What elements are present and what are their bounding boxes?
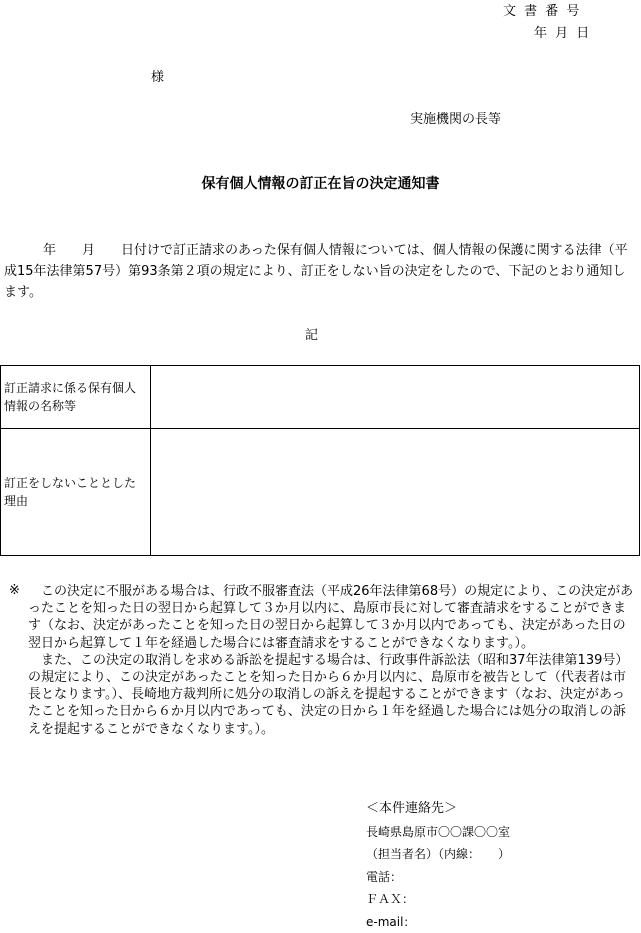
contact-fax: ＦＡＸ： [366,888,510,911]
contact-heading: ＜本件連絡先＞ [366,798,510,821]
addressee-honorific: 様 [151,66,164,85]
row-value-info-name [151,366,640,429]
record-mark: 記 [305,324,318,343]
detail-table [0,365,640,556]
table-row [1,429,640,556]
contact-person: （担当者名）（内線： ） [366,843,510,866]
document-number-label: 文 書 番 号 [503,0,581,19]
row-value-reason [151,429,640,556]
row-label-reason: 訂正をしないこととした理由 [1,429,151,556]
document-title: 保有個人情報の訂正在旨の決定通知書 [0,173,641,193]
notes-block [28,583,634,738]
note-mark: ※ [9,583,20,598]
contact-phone: 電話： [366,866,510,889]
contact-email: e-mail： [366,911,510,933]
document-date-label: 年 月 日 [534,22,591,41]
contact-office: 長崎県島原市〇〇課〇〇室 [366,821,510,844]
body-paragraph: 年 月 日付けで訂正請求のあった保有個人情報については、個人情報の保護に関する法律（平成15年法律第57号）第93条第２項の規定により、訂正をしない旨の決定をしたので、下記のとおり通知します。 [4,240,636,303]
contact-block [366,798,510,933]
note-paragraph-lawsuit: また、この決定の取消しを求める訴訟を提起する場合は、行政事件訴訟法（昭和37年法律第139号）の規定により、この決定があったことを知った日から６か月以内に、島原市を被告として（代表者は市長となります。）、長崎地方裁判所に処分の取消しの訴えを提起することができます（なお、決定があったことを知った日から６か月以内であっても、決定の日から１年を経過した場合には処分の取消しの訴えを提起することができなくなります。）。 [28,652,634,738]
row-label-info-name: 訂正請求に係る保有個人情報の名称等 [1,366,151,429]
table-row [1,366,640,429]
note-paragraph-appeal: この決定に不服がある場合は、行政不服審査法（平成26年法律第68号）の規定により、この決定があったことを知った日の翌日から起算して３か月以内に、島原市長に対して審査請求をすることができます（なお、決定があったことを知った日の翌日から起算して３か月以内であっても、決定があった日の翌日から起算して１年を経過した場合には審査請求をすることができなくなります。）。 [28,583,634,652]
sender-label: 実施機関の長等 [410,108,501,127]
